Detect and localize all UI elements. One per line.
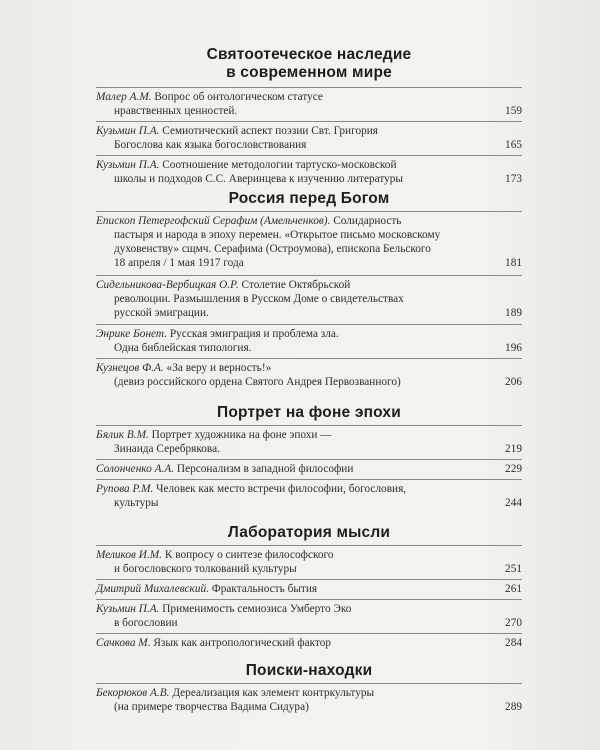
toc-entry — [96, 214, 522, 270]
entry-title: Русская эмиграция и проблема зла. — [169, 328, 339, 340]
toc-entry — [96, 548, 522, 576]
page-number: 244 — [505, 497, 522, 509]
entry-title: пастыря и народа в эпоху перемен. «Открытое письмо московскому — [114, 229, 441, 241]
entry-author: Кузьмин П.А. — [96, 125, 160, 137]
page-number: 251 — [505, 563, 522, 575]
entry-title: школы и подходов С.С. Аверинцева к изучению литературы — [114, 173, 404, 185]
section-title — [96, 404, 522, 422]
section-title-line: Лаборатория мысли — [227, 524, 391, 541]
section-title-line: Портрет на фоне эпохи — [216, 404, 401, 421]
section-title-line: Поиски-находки — [245, 662, 373, 679]
entry-author: Солонченко А.А. — [96, 463, 175, 475]
entry-title: Портрет художника на фоне эпохи — — [151, 429, 332, 441]
entry-title: (девиз российского ордена Святого Андрея Первозванного) — [114, 376, 401, 388]
entry-title: Применимость семиозиса Умберто Эко — [162, 603, 352, 615]
entry-title: Язык как антропологический фактор — [153, 637, 332, 649]
page-number: 219 — [505, 443, 522, 455]
entry-title: революции. Размышления в Русском Доме о свидетельствах — [114, 293, 404, 305]
entry-author: Кузьмин П.А. — [96, 159, 160, 171]
divider — [96, 155, 522, 156]
entry-author: Энрике Бонет. — [96, 328, 168, 340]
divider — [96, 275, 522, 276]
page-number: 159 — [505, 105, 522, 117]
divider — [96, 459, 522, 460]
toc-entry — [96, 124, 522, 152]
divider — [96, 121, 522, 122]
entry-title: Солидарность — [333, 215, 402, 227]
entry-author: Рупова Р.М. — [96, 483, 154, 495]
divider — [96, 599, 522, 600]
page-number: 196 — [505, 342, 522, 354]
toc-entry — [96, 462, 522, 476]
entry-title: Фрактальность бытия — [211, 583, 318, 595]
entry-title: Столетие Октябрьской — [241, 279, 351, 291]
entry-title: в богословии — [114, 617, 178, 629]
entry-title: Семиотический аспект поэзии Свт. Григория — [162, 125, 378, 137]
page-number: 229 — [505, 463, 522, 475]
entry-author: Сидельникова-Вербицкая О.Р. — [96, 279, 239, 291]
page-number: 181 — [505, 257, 522, 269]
page-number: 189 — [505, 307, 522, 319]
toc-entry — [96, 428, 522, 456]
entry-title: нравственных ценностей. — [114, 105, 238, 117]
entry-title: Персонализм в западной философии — [176, 463, 354, 475]
entry-title: культуры — [114, 497, 159, 509]
divider — [96, 633, 522, 634]
divider — [96, 211, 522, 212]
toc-entry — [96, 327, 522, 355]
toc-entry — [96, 278, 522, 320]
entry-author: Сачкова М. — [96, 637, 151, 649]
entry-author: Кузьмин П.А. — [96, 603, 160, 615]
entry-title: Дереализация как элемент контркультуры — [172, 687, 375, 699]
page-number: 206 — [505, 376, 522, 388]
divider — [96, 579, 522, 580]
divider — [96, 425, 522, 426]
divider — [96, 479, 522, 480]
divider — [96, 87, 522, 88]
toc-entry — [96, 482, 522, 510]
section-title-line: Россия перед Богом — [228, 190, 390, 207]
section-title — [96, 524, 522, 542]
page-number: 261 — [505, 583, 522, 595]
section-title — [96, 46, 522, 82]
entry-author: Бялик В.М. — [96, 429, 149, 441]
page-number: 289 — [505, 701, 522, 713]
entry-title: 18 апреля / 1 мая 1917 года — [114, 257, 244, 269]
entry-title: Соотношение методологии тартуско-московской — [162, 159, 397, 171]
divider — [96, 683, 522, 684]
section-title — [96, 662, 522, 680]
entry-author: Кузнецов Ф.А. — [96, 362, 164, 374]
entry-title: и богословского толкований культуры — [114, 563, 297, 575]
entry-author: Бекорюков А.В. — [96, 687, 170, 699]
entry-title: К вопросу о синтезе философского — [164, 549, 334, 561]
page-number: 270 — [505, 617, 522, 629]
toc-entry — [96, 582, 522, 596]
toc-entry — [96, 361, 522, 389]
entry-title: Вопрос об онтологическом статусе — [154, 91, 323, 103]
entry-title: (на примере творчества Вадима Сидура) — [114, 701, 309, 713]
section-title-line: Святоотеческое наследие — [206, 46, 412, 63]
toc-entry — [96, 90, 522, 118]
entry-author: Дмитрий Михалевский. — [96, 583, 209, 595]
entry-title: Человек как место встречи философии, богословия, — [156, 483, 407, 495]
entry-title: русской эмиграции. — [114, 307, 209, 319]
divider — [96, 545, 522, 546]
page-number: 173 — [505, 173, 522, 185]
entry-author: Меликов И.М. — [96, 549, 163, 561]
toc-entry — [96, 602, 522, 630]
entry-author: Малер А.М. — [96, 91, 152, 103]
entry-title: Богослова как языка богословствования — [114, 139, 307, 151]
section-title — [96, 190, 522, 208]
entry-title: «За веру и верность!» — [166, 362, 272, 374]
entry-author: Епископ Петергофский Серафим (Амельченков). — [96, 215, 331, 227]
toc-entry — [96, 158, 522, 186]
section-title-line: в современном мире — [226, 64, 392, 81]
divider — [96, 324, 522, 325]
toc-entry — [96, 636, 522, 650]
toc-entry — [96, 686, 522, 714]
entry-title: духовенству» сщмч. Серафима (Остроумова), епископа Бельского — [114, 243, 431, 255]
page-number: 165 — [505, 139, 522, 151]
entry-title: Одна библейская типология. — [114, 342, 252, 354]
page-number: 284 — [505, 637, 522, 649]
entry-title: Зинаида Серебрякова. — [114, 443, 220, 455]
divider — [96, 358, 522, 359]
